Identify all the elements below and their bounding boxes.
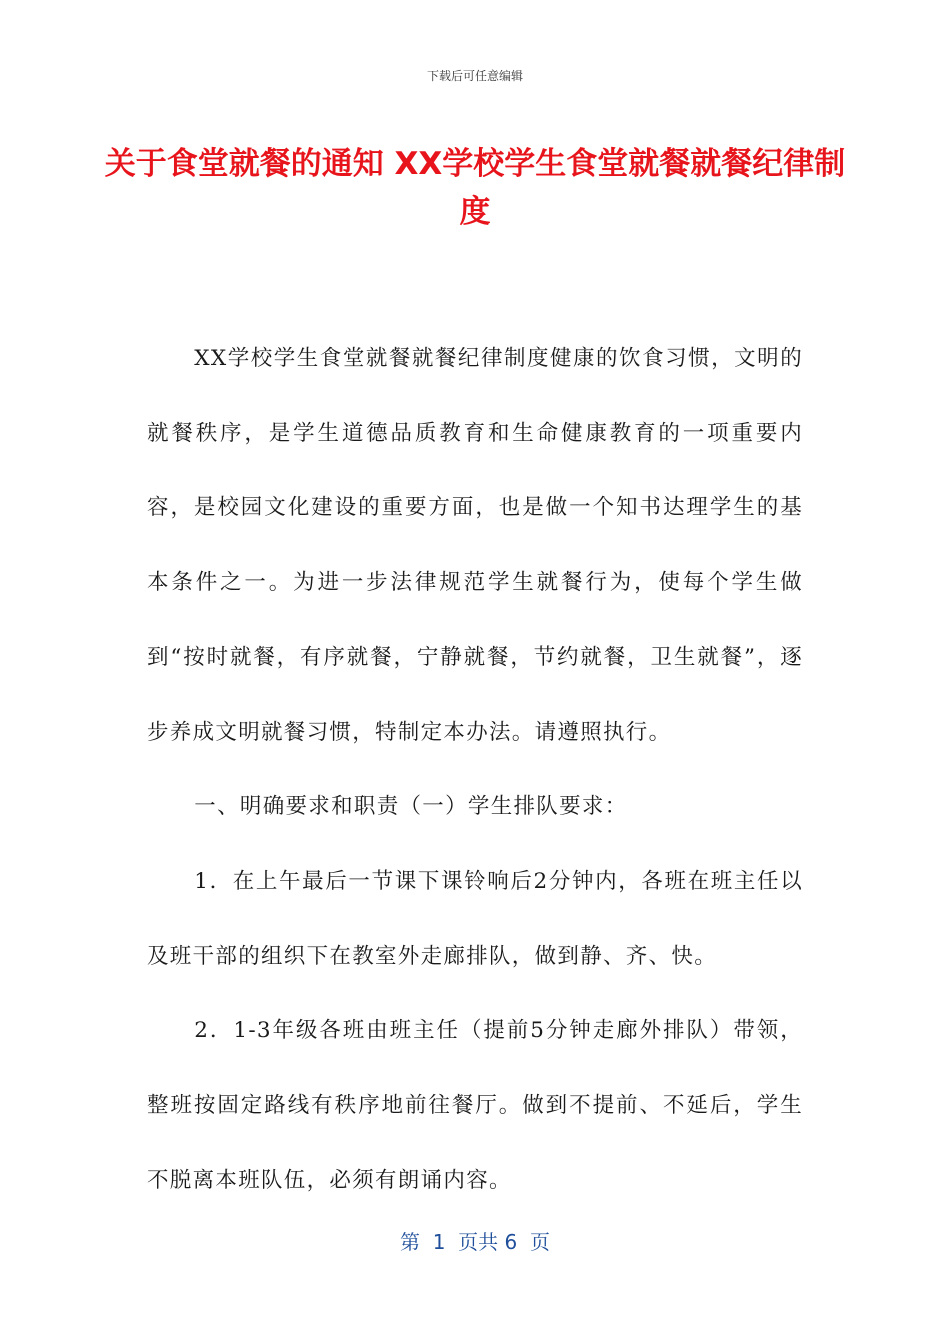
body-paragraph: XX学校学生食堂就餐就餐纪律制度健康的饮食习惯，文明的就餐秩序，是学生道德品质教育和生命健康教育的一项重要内容，是校园文化建设的重要方面，也是做一个知书达理学生的基本条件之一。为进一步法律规范学生就餐行为，使每个学生做到“按时就餐，有序就餐，宁静就餐，节约就餐，卫生就餐”，逐步养成文明就餐习惯，特制定本办法。请遵照执行。 [147, 346, 803, 745]
section-heading: 一、明确要求和职责（一）学生排队要求： [194, 794, 628, 820]
header-note: 下载后可任意编辑 [426, 69, 523, 83]
body-paragraph: 1．在上午最后一节课下课铃响后2分钟内，各班在班主任以及班干部的组织下在教室外走廊排队，做到静、齐、快。 [147, 868, 803, 969]
document-title: 关于食堂就餐的通知 XX学校学生食堂就餐就餐纪律制度 [104, 146, 846, 230]
document-body [147, 322, 803, 1218]
body-paragraph: 2．1-3年级各班由班主任（提前5分钟走廊外排队）带领，整班按固定路线有秩序地前往餐厅。做到不提前、不延后，学生不脱离本班队伍，必须有朗诵内容。 [147, 1018, 803, 1193]
page-number: 第 1 页共 6 页 [400, 1230, 550, 1254]
